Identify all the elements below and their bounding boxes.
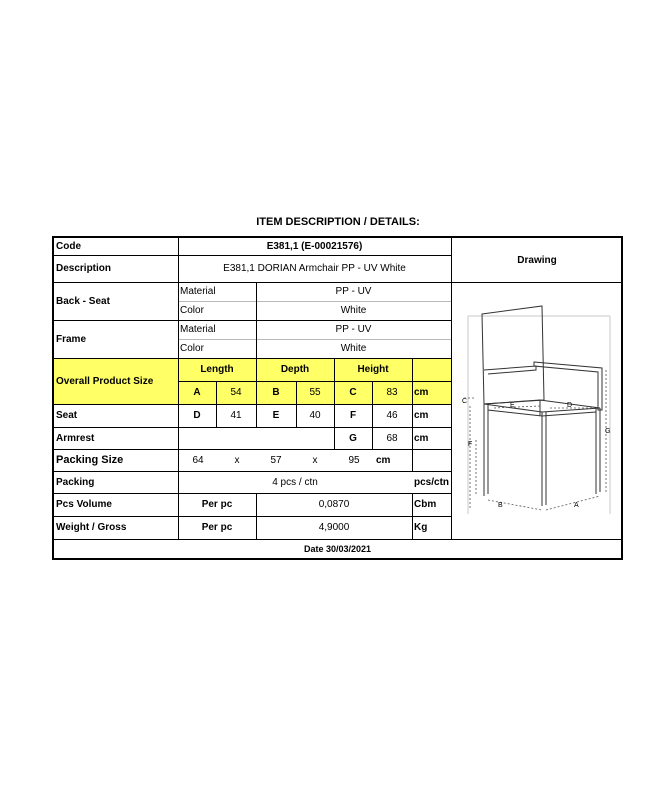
grid-line — [178, 339, 451, 340]
grid-line — [412, 358, 413, 471]
drawing-frame — [468, 316, 610, 514]
dim-letter-d: D — [567, 402, 573, 409]
overall-unit: cm — [414, 387, 429, 398]
seat-unit: cm — [414, 410, 429, 421]
code-label: Code — [56, 241, 81, 252]
weight-value: 4,9000 — [318, 522, 350, 533]
dim-e-key: E — [272, 410, 280, 421]
dim-letter-b: B — [498, 502, 503, 509]
dim-d-value: 41 — [230, 410, 242, 421]
packing-label: Packing — [56, 476, 95, 488]
grid-line — [54, 404, 451, 405]
date-footer: Date 30/03/2021 — [303, 543, 372, 554]
packing-value: 4 pcs / ctn — [272, 476, 318, 488]
weight-label: Weight / Gross — [56, 522, 127, 533]
grid-line — [372, 381, 373, 449]
grid-line — [256, 493, 257, 539]
chair-drawing — [460, 300, 618, 520]
grid-line — [54, 320, 451, 321]
dim-c-key: C — [349, 387, 357, 398]
dim-letter-e: E — [510, 402, 515, 409]
packing-size-x2: x — [312, 454, 318, 466]
description-value: E381,1 DORIAN Armchair PP - UV White — [223, 263, 406, 274]
back-seat-label: Back - Seat — [56, 295, 110, 307]
dim-a-key: A — [193, 387, 201, 398]
weight-unit: Kg — [414, 522, 428, 533]
volume-value: 0,0870 — [318, 499, 350, 510]
code-value: E381,1 (E-00021576) — [266, 241, 363, 252]
depth-header: Depth — [280, 364, 310, 375]
back-seat-material-value: PP - UV — [335, 286, 372, 297]
armrest-label: Armrest — [56, 432, 95, 444]
grid-line — [54, 539, 621, 540]
seat-label: Seat — [56, 410, 78, 421]
grid-line — [334, 427, 335, 449]
dim-g-value: 68 — [386, 432, 398, 444]
grid-line — [178, 381, 451, 382]
grid-line — [178, 301, 451, 302]
packing-size-width: 57 — [270, 454, 282, 466]
dim-b-value: 55 — [309, 387, 321, 398]
dim-letter-a: A — [574, 502, 579, 509]
back-seat-color-label: Color — [180, 305, 204, 316]
frame-color-label: Color — [180, 343, 204, 354]
grid-line — [178, 238, 179, 539]
grid-line — [54, 358, 451, 359]
dim-a-value: 54 — [230, 387, 242, 398]
description-label: Description — [56, 263, 112, 274]
grid-line — [451, 238, 452, 539]
grid-line — [412, 427, 413, 449]
grid-line — [54, 516, 451, 517]
dim-c-value: 83 — [386, 387, 398, 398]
back-seat-color-value: White — [340, 305, 367, 316]
dim-f-key: F — [349, 410, 357, 421]
frame-material-value: PP - UV — [335, 324, 372, 335]
height-header: Height — [357, 364, 389, 375]
grid-line — [54, 255, 451, 256]
armrest-unit: cm — [414, 432, 429, 444]
dimension-lines — [464, 370, 606, 510]
grid-line — [296, 381, 297, 427]
grid-line — [216, 381, 217, 427]
volume-unit: Cbm — [414, 499, 437, 510]
grid-line — [256, 282, 257, 427]
packing-size-x1: x — [234, 454, 240, 466]
weight-per: Per pc — [201, 522, 233, 533]
packing-size-unit: cm — [376, 454, 391, 466]
page-title: ITEM DESCRIPTION / DETAILS: — [256, 216, 420, 228]
back-seat-material-label: Material — [180, 286, 216, 297]
frame-material-label: Material — [180, 324, 216, 335]
volume-per: Per pc — [201, 499, 233, 510]
grid-line — [54, 471, 451, 472]
volume-label: Pcs Volume — [56, 499, 112, 510]
packing-size-length: 64 — [192, 454, 204, 466]
packing-unit: pcs/ctn — [414, 476, 450, 488]
grid-line — [54, 449, 451, 450]
length-header: Length — [200, 364, 234, 375]
dim-g-key: G — [349, 432, 357, 444]
grid-line — [54, 427, 451, 428]
grid-line — [54, 493, 451, 494]
grid-line — [334, 358, 335, 427]
packing-size-label: Packing Size — [56, 454, 124, 466]
overall-size-label: Overall Product Size — [56, 375, 154, 387]
dim-letter-g: G — [605, 428, 611, 435]
dim-letter-c: C — [462, 398, 468, 405]
dim-letter-f: F — [468, 441, 473, 448]
dim-d-key: D — [193, 410, 201, 421]
packing-size-height: 95 — [348, 454, 360, 466]
grid-line — [412, 493, 413, 539]
dim-e-value: 40 — [309, 410, 321, 421]
dim-f-value: 46 — [386, 410, 398, 421]
frame-color-value: White — [340, 343, 367, 354]
drawing-label: Drawing — [517, 254, 557, 266]
chair-outline — [482, 306, 602, 506]
dim-b-key: B — [272, 387, 280, 398]
frame-label: Frame — [56, 333, 87, 345]
grid-line — [54, 282, 621, 283]
